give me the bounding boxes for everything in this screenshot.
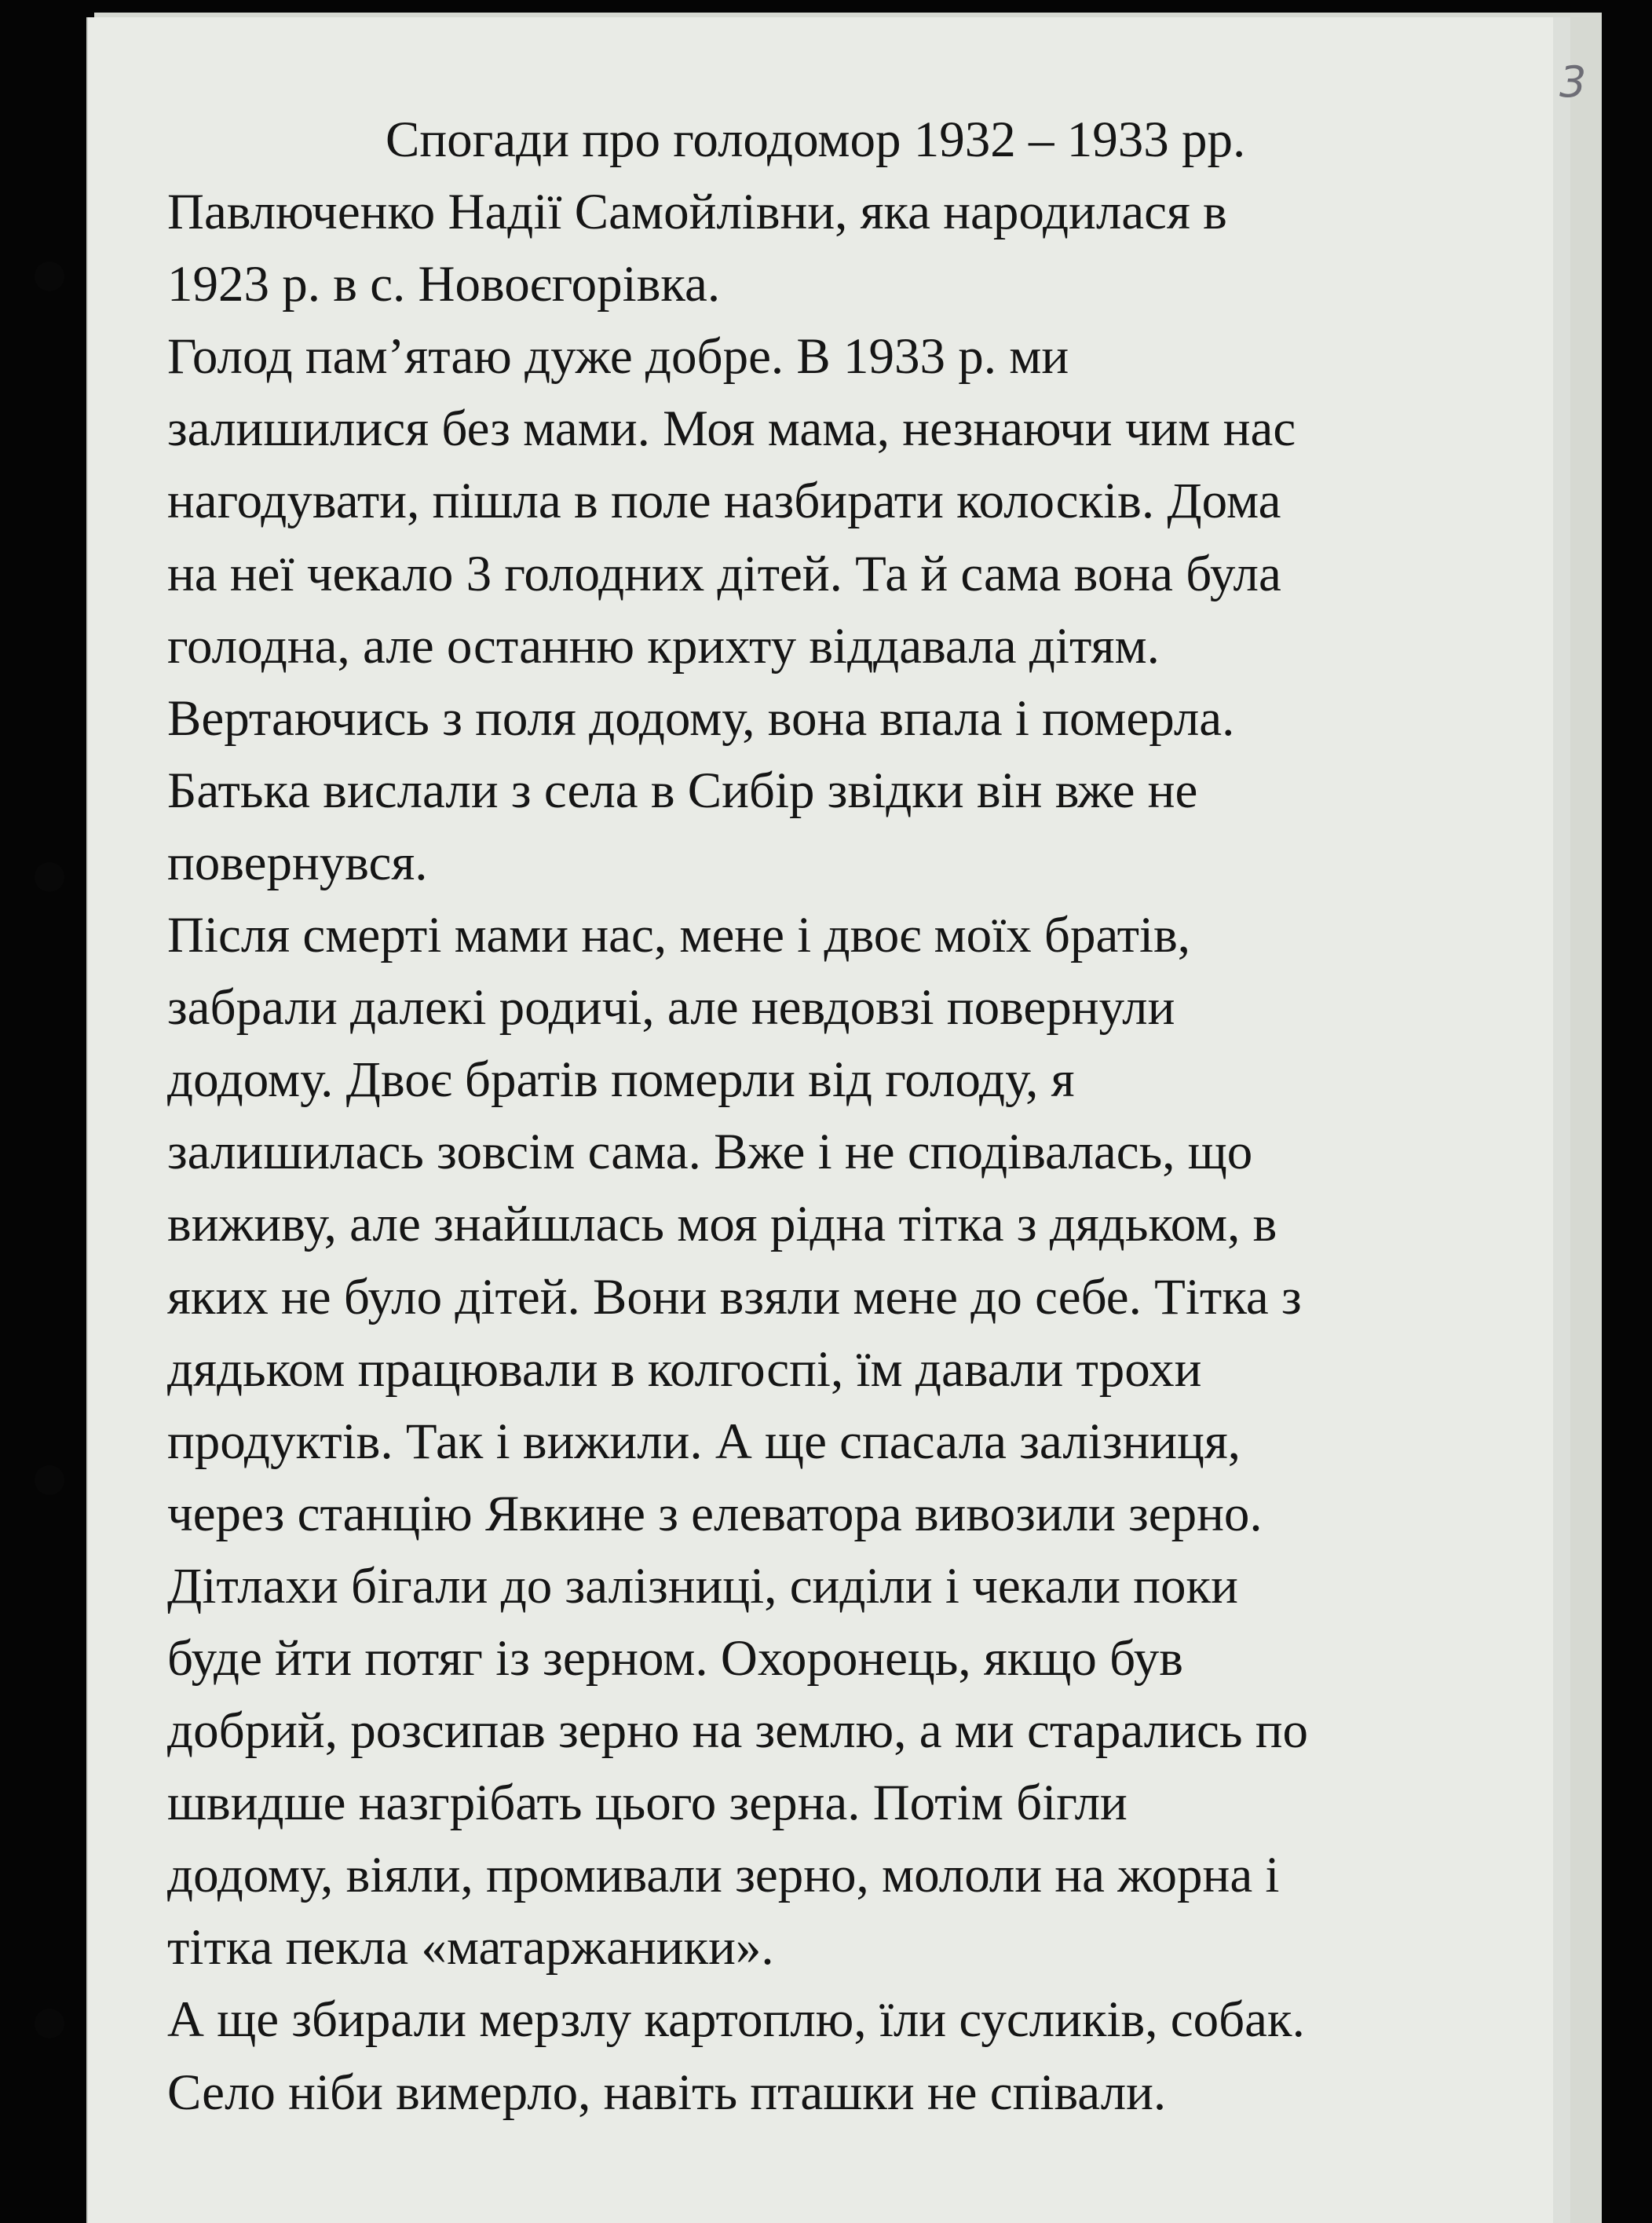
text-line: Батька вислали з села в Сибір звідки він вже не	[167, 762, 1198, 819]
punch-hole	[35, 2009, 64, 2038]
text-line: дядьком працювали в колгоспі, їм давали трохи	[167, 1340, 1202, 1398]
text-line: повернувся.	[167, 834, 428, 891]
text-line: залишилась зовсім сама. Вже і не сподівалась, що	[167, 1124, 1253, 1181]
text-line: швидше назгрібать цього зерна. Потім бігли	[167, 1775, 1128, 1832]
text-line: голодна, але останню крихту віддавала дітям.	[167, 617, 1160, 675]
text-line: добрий, розсипав зерно на землю, а ми старались по	[167, 1702, 1309, 1760]
text-line: виживу, але знайшлась моя рідна тітка з дядьком, в	[167, 1196, 1277, 1253]
text-line: нагодувати, пішла в поле назбирати колосків. Дома	[167, 473, 1281, 530]
punch-hole	[35, 261, 64, 291]
text-line: буде йти потяг із зерном. Охоронець, якщо був	[167, 1629, 1183, 1687]
text-line: Дітлахи бігали до залізниці, сиділи і чекали поки	[167, 1557, 1238, 1614]
memoir-text	[167, 104, 1565, 2129]
document-title: Спогади про голодомор 1932 – 1933 рр.	[386, 112, 1246, 168]
text-line: яких не було дітей. Вони взяли мене до себе. Тітка з	[167, 1268, 1302, 1325]
page-number: 3	[1559, 57, 1587, 107]
text-line: Село ніби вимерло, навіть пташки не співали.	[167, 2064, 1167, 2121]
text-line: залишилися без мами. Моя мама, незнаючи чим нас	[167, 400, 1296, 458]
text-line: Голод пам’ятаю дуже добре. В 1933 р. ми	[167, 328, 1069, 386]
text-line: забрали далекі родичі, але невдовзі повернули	[167, 979, 1175, 1037]
text-line: Вертаючись з поля додому, вона впала і померла.	[167, 689, 1235, 747]
text-line: Після смерті мами нас, мене і двоє моїх братів,	[167, 907, 1191, 964]
punch-hole	[35, 1465, 64, 1495]
text-line: продуктів. Так і вижили. А ще спасала залізниця,	[167, 1413, 1241, 1470]
text-line: Павлюченко Надії Самойлівни, яка народилася в	[167, 184, 1227, 241]
text-line: на неї чекало 3 голодних дітей. Та й сама вона була	[167, 545, 1281, 602]
text-line: через станцію Явкине з елеватора вивозили зерно.	[167, 1485, 1263, 1542]
text-line: тітка пекла «матаржаники».	[167, 1919, 774, 1976]
text-line: додому. Двоє братів померли від голоду, я	[167, 1051, 1075, 1109]
text-line: додому, віяли, промивали зерно, мололи на жорна і	[167, 1847, 1280, 1904]
punch-hole	[35, 862, 64, 892]
text-line: А ще збирали мерзлу картоплю, їли сусликів, собак.	[167, 1991, 1305, 2049]
text-line: 1923 р. в с. Новоєгорівка.	[167, 256, 721, 313]
